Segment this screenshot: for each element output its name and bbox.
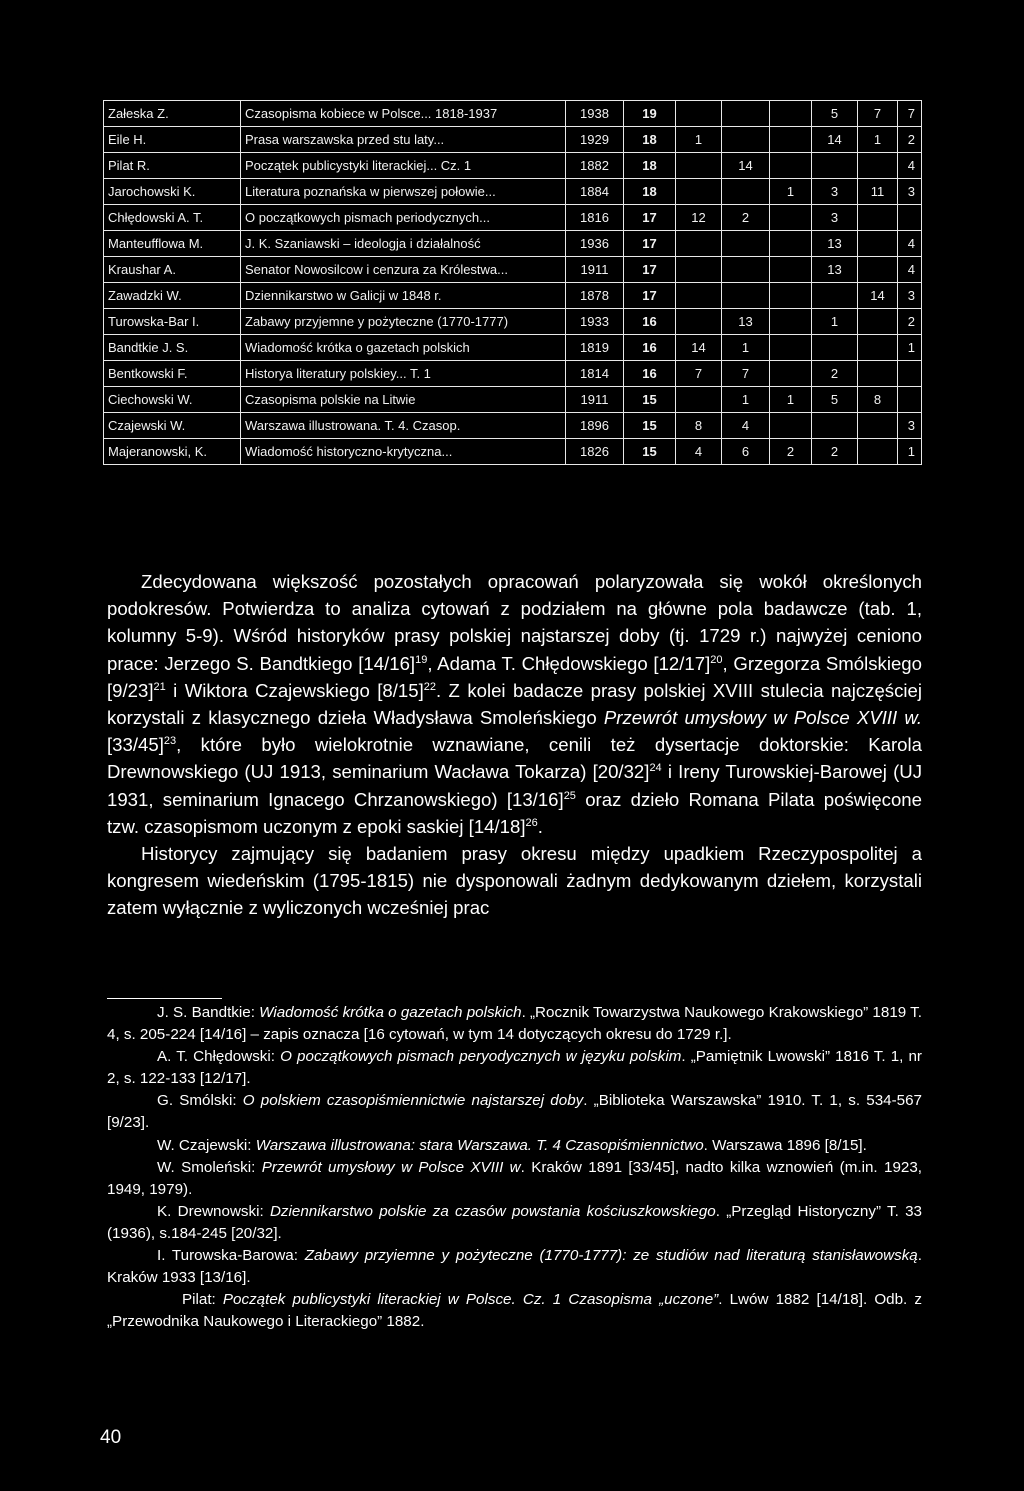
col5-cell (676, 153, 722, 179)
col6-cell: 13 (722, 309, 770, 335)
col8-cell (812, 153, 858, 179)
col10-cell: 1 (898, 439, 922, 465)
footnote-20 (107, 1046, 922, 1090)
footnote-text: K. Drewnowski: (157, 1202, 270, 1220)
col9-cell: 7 (858, 101, 898, 127)
col10-cell: 2 (898, 127, 922, 153)
count-cell: 17 (624, 283, 676, 309)
text-span: , Grzegorza Smólskiego [9/23] (107, 652, 922, 701)
footnote-title: Przewrót umysłowy w Polsce XVIII w (261, 1158, 521, 1176)
col5-cell (676, 231, 722, 257)
footnote-21 (107, 1090, 922, 1134)
col6-cell: 14 (722, 153, 770, 179)
col9-cell (858, 413, 898, 439)
author-cell: Jarochowski K. (104, 179, 241, 205)
col5-cell (676, 101, 722, 127)
col6-cell (722, 257, 770, 283)
text-span: oraz dzieło Romana Pilata poświęcone tzw. czasopismom uczonym z epoki saskiej [14/18] (107, 788, 922, 837)
footnote-ref: 24 (649, 762, 662, 775)
col10-cell: 3 (898, 413, 922, 439)
col7-cell: 1 (770, 387, 812, 413)
table-row (104, 335, 922, 361)
author-cell: Zawadzki W. (104, 283, 241, 309)
col7-cell (770, 257, 812, 283)
col9-cell: 14 (858, 283, 898, 309)
footnote-text: . „Rocznik Towarzystwa Naukowego Krakowskiego” 1819 T. 4, s. 205-224 [14/16] – zapis oznacza [16 cytowań, w tym 14 dotyczących okresu do 1729 r.]. (107, 1004, 922, 1044)
text-span: i Wiktora Czajewskiego [8/15] (165, 679, 424, 701)
col5-cell: 7 (676, 361, 722, 387)
count-cell: 19 (624, 101, 676, 127)
col10-cell: 3 (898, 179, 922, 205)
text-span: i Ireny Turowskiej-Barowej (UJ 1931, seminarium Ignacego Chrzanowskiego) [13/16] (107, 761, 922, 810)
col9-cell (858, 439, 898, 465)
col7-cell (770, 283, 812, 309)
col6-cell (722, 283, 770, 309)
footnote-text: . Kraków 1933 [13/16]. (107, 1247, 922, 1287)
table-row (104, 153, 922, 179)
footnote-title: O początkowych pismach peryodycznych w języku polskim (280, 1048, 682, 1066)
col6-cell: 6 (722, 439, 770, 465)
col8-cell: 14 (812, 127, 858, 153)
author-cell: Bandtkie J. S. (104, 335, 241, 361)
col8-cell: 13 (812, 257, 858, 283)
footnote-26 (107, 1289, 922, 1333)
title-cell: Senator Nowosilcow i cenzura za Królestwa... (241, 257, 566, 283)
col7-cell: 1 (770, 179, 812, 205)
col9-cell (858, 335, 898, 361)
table-row (104, 387, 922, 413)
col10-cell: 4 (898, 257, 922, 283)
count-cell: 17 (624, 231, 676, 257)
table-row (104, 231, 922, 257)
col9-cell: 11 (858, 179, 898, 205)
col7-cell (770, 361, 812, 387)
col8-cell: 3 (812, 179, 858, 205)
footnote-text: . Lwów 1882 [14/18]. Odb. z „Przewodnika Naukowego i Literackiego” 1882. (107, 1291, 922, 1331)
col10-cell: 2 (898, 309, 922, 335)
year-cell: 1929 (566, 127, 624, 153)
author-cell: Turowska-Bar I. (104, 309, 241, 335)
title-cell: Czasopisma kobiece w Polsce... 1818-1937 (241, 101, 566, 127)
col5-cell: 8 (676, 413, 722, 439)
count-cell: 16 (624, 309, 676, 335)
col6-cell: 7 (722, 361, 770, 387)
page-number: 40 (100, 1427, 122, 1448)
body-text (107, 568, 922, 922)
footnote-text: A. T. Chłędowski: (157, 1048, 281, 1066)
footnote-title: Zabawy przyiemne y pożyteczne (1770-1777): ze studiów nad literaturą stanisławowską (304, 1247, 918, 1265)
col6-cell: 1 (722, 335, 770, 361)
footnotes (107, 1002, 922, 1333)
col10-cell: 7 (898, 101, 922, 127)
col5-cell (676, 257, 722, 283)
col5-cell (676, 309, 722, 335)
col6-cell (722, 231, 770, 257)
col9-cell (858, 361, 898, 387)
footnote-text: Pilat: (182, 1291, 223, 1309)
col8-cell (812, 335, 858, 361)
count-cell: 17 (624, 205, 676, 231)
text-span: , Adama T. Chłędowskiego [12/17] (427, 652, 711, 674)
col9-cell: 8 (858, 387, 898, 413)
text-span: Zdecydowana większość pozostałych opracowań polaryzowała się wokół określonych podokresów. Potwierdza to analiza cytowań z podziałem na główne pola badawcze (tab. 1, kolumny 5-9). Wśród historyków prasy polskiej najstarszej doby (tj. 1729 r.) najwyżej ceniono prace: Jerzego S. Bandtkiego [14/16] (107, 571, 922, 674)
col6-cell: 2 (722, 205, 770, 231)
year-cell: 1896 (566, 413, 624, 439)
footnote-text: . Warszawa 1896 [8/15]. (703, 1136, 867, 1154)
col10-cell (898, 387, 922, 413)
col7-cell (770, 231, 812, 257)
count-cell: 17 (624, 257, 676, 283)
footnote-25 (107, 1245, 922, 1289)
table-row (104, 205, 922, 231)
col5-cell: 4 (676, 439, 722, 465)
count-cell: 15 (624, 413, 676, 439)
col5-cell (676, 283, 722, 309)
col5-cell: 14 (676, 335, 722, 361)
title-cell: Dziennikarstwo w Galicji w 1848 r. (241, 283, 566, 309)
col7-cell (770, 153, 812, 179)
col10-cell: 4 (898, 231, 922, 257)
col7-cell (770, 335, 812, 361)
title-cell: Historya literatury polskiey... T. 1 (241, 361, 566, 387)
year-cell: 1878 (566, 283, 624, 309)
year-cell: 1826 (566, 439, 624, 465)
col8-cell: 3 (812, 205, 858, 231)
footnote-text: W. Czajewski: (157, 1136, 256, 1154)
footnote-separator (107, 998, 222, 999)
author-cell: Manteufflowa M. (104, 231, 241, 257)
year-cell: 1816 (566, 205, 624, 231)
footnote-ref: 22 (423, 680, 436, 693)
count-cell: 15 (624, 387, 676, 413)
col6-cell (722, 127, 770, 153)
title-cell: Początek publicystyki literackiej... Cz. 1 (241, 153, 566, 179)
table-row (104, 361, 922, 387)
count-cell: 18 (624, 127, 676, 153)
table-row (104, 439, 922, 465)
table-row (104, 309, 922, 335)
title-cell: J. K. Szaniawski – ideologja i działalność (241, 231, 566, 257)
footnote-title: Warszawa illustrowana: stara Warszawa. T. 4 Czasopiśmiennictwo (255, 1136, 704, 1154)
author-cell: Ciechowski W. (104, 387, 241, 413)
col8-cell: 5 (812, 387, 858, 413)
col6-cell: 1 (722, 387, 770, 413)
footnote-23 (107, 1157, 922, 1201)
col7-cell (770, 205, 812, 231)
col7-cell (770, 309, 812, 335)
title-cell: Zabawy przyjemne y pożyteczne (1770-1777) (241, 309, 566, 335)
col6-cell (722, 179, 770, 205)
text-span: . (537, 815, 543, 837)
footnote-text: . „Biblioteka Warszawska” 1910. T. 1, s. 534-567 [9/23]. (107, 1092, 923, 1132)
footnote-text: . Kraków 1891 [33/45], nadto kilka wznowień (m.in. 1923, 1949, 1979). (107, 1158, 923, 1198)
col8-cell: 2 (812, 361, 858, 387)
footnote-text: W. Smoleński: (157, 1158, 262, 1176)
col7-cell (770, 101, 812, 127)
title-cell: Prasa warszawska przed stu laty... (241, 127, 566, 153)
col9-cell (858, 231, 898, 257)
footnote-text: I. Turowska-Barowa: (157, 1247, 305, 1265)
text-span: [33/45] (107, 734, 164, 756)
text-span: , które było wielokrotnie wznawiane, cenili też dysertacje doktorskie: Karola Drewnowskiego (UJ 1913, seminarium Wacława Tokarza) [20/32] (107, 734, 922, 783)
col9-cell: 1 (858, 127, 898, 153)
footnote-ref: 20 (710, 653, 723, 666)
col10-cell (898, 361, 922, 387)
title-cell: Czasopisma polskie na Litwie (241, 387, 566, 413)
title-cell: Wiadomość krótka o gazetach polskich (241, 335, 566, 361)
col10-cell: 3 (898, 283, 922, 309)
author-cell: Pilat R. (104, 153, 241, 179)
author-cell: Czajewski W. (104, 413, 241, 439)
citation-table-container (103, 100, 921, 465)
footnote-text: . „Przegląd Historyczny” T. 33 (1936), s.184-245 [20/32]. (107, 1202, 922, 1242)
table-row (104, 413, 922, 439)
title-cell: Wiadomość historyczno-krytyczna... (241, 439, 566, 465)
table-row (104, 127, 922, 153)
col5-cell: 12 (676, 205, 722, 231)
citation-table (103, 100, 922, 465)
footnote-title: O polskiem czasopiśmiennictwie najstarszej doby (242, 1092, 584, 1110)
footnote-title: Początek publicystyki literackiej w Polsce. Cz. 1 Czasopisma „uczone” (222, 1291, 719, 1309)
count-cell: 18 (624, 179, 676, 205)
author-cell: Załeska Z. (104, 101, 241, 127)
author-cell: Chłędowski A. T. (104, 205, 241, 231)
col8-cell: 5 (812, 101, 858, 127)
col7-cell (770, 127, 812, 153)
title-cell: O początkowych pismach periodycznych... (241, 205, 566, 231)
footnote-ref: 21 (153, 680, 166, 693)
year-cell: 1911 (566, 387, 624, 413)
footnote-ref: 23 (163, 735, 177, 748)
col8-cell: 2 (812, 439, 858, 465)
col9-cell (858, 205, 898, 231)
col9-cell (858, 309, 898, 335)
year-cell: 1884 (566, 179, 624, 205)
author-cell: Bentkowski F. (104, 361, 241, 387)
book-title: Przewrót umysłowy w Polsce XVIII w. (603, 707, 922, 729)
footnote-title: Wiadomość krótka o gazetach polskich (259, 1004, 522, 1021)
footnote-text: J. S. Bandtkie: (157, 1004, 260, 1021)
count-cell: 15 (624, 439, 676, 465)
footnote-24 (107, 1201, 922, 1245)
table-row (104, 257, 922, 283)
year-cell: 1814 (566, 361, 624, 387)
col8-cell: 13 (812, 231, 858, 257)
footnote-text: . „Pamiętnik Lwowski” 1816 T. 1, nr 2, s. 122-133 [12/17]. (107, 1048, 922, 1088)
footnote-text: G. Smólski: (157, 1092, 243, 1110)
year-cell: 1938 (566, 101, 624, 127)
col8-cell (812, 413, 858, 439)
author-cell: Eile H. (104, 127, 241, 153)
table-row (104, 101, 922, 127)
col10-cell (898, 205, 922, 231)
title-cell: Literatura poznańska w pierwszej połowie... (241, 179, 566, 205)
col8-cell (812, 283, 858, 309)
footnote-19 (107, 1002, 922, 1046)
col6-cell: 4 (722, 413, 770, 439)
paragraph-1 (107, 568, 922, 840)
year-cell: 1936 (566, 231, 624, 257)
year-cell: 1911 (566, 257, 624, 283)
col10-cell: 1 (898, 335, 922, 361)
year-cell: 1882 (566, 153, 624, 179)
text-span: . Z kolei badacze prasy polskiej XVIII stulecia najczęściej korzystali z klasycznego dzieła Władysława Smoleńskiego (107, 679, 922, 729)
table-row (104, 283, 922, 309)
year-cell: 1819 (566, 335, 624, 361)
year-cell: 1933 (566, 309, 624, 335)
title-cell: Warszawa illustrowana. T. 4. Czasop. (241, 413, 566, 439)
col10-cell: 4 (898, 153, 922, 179)
paragraph-2: Historycy zajmujący się badaniem prasy okresu między upadkiem Rzeczypospolitej a kongresem wiedeńskim (1795-1815) nie dysponowali żadnym dedykowanym dziełem, korzystali zatem wyłącznie z wyliczonych wcześniej prac (107, 843, 922, 919)
footnote-ref: 26 (525, 816, 538, 829)
count-cell: 18 (624, 153, 676, 179)
col5-cell (676, 179, 722, 205)
col6-cell (722, 101, 770, 127)
footnote-title: Dziennikarstwo polskie za czasów powstania kościuszkowskiego (269, 1202, 716, 1220)
citation-table-body (104, 101, 922, 465)
footnote-ref: 25 (563, 789, 576, 802)
count-cell: 16 (624, 335, 676, 361)
col7-cell (770, 413, 812, 439)
col9-cell (858, 257, 898, 283)
col5-cell: 1 (676, 127, 722, 153)
author-cell: Majeranowski, K. (104, 439, 241, 465)
col8-cell: 1 (812, 309, 858, 335)
col5-cell (676, 387, 722, 413)
footnote-22 (107, 1135, 922, 1157)
author-cell: Kraushar A. (104, 257, 241, 283)
table-row (104, 179, 922, 205)
count-cell: 16 (624, 361, 676, 387)
col9-cell (858, 153, 898, 179)
footnote-ref: 19 (415, 653, 428, 666)
col7-cell: 2 (770, 439, 812, 465)
